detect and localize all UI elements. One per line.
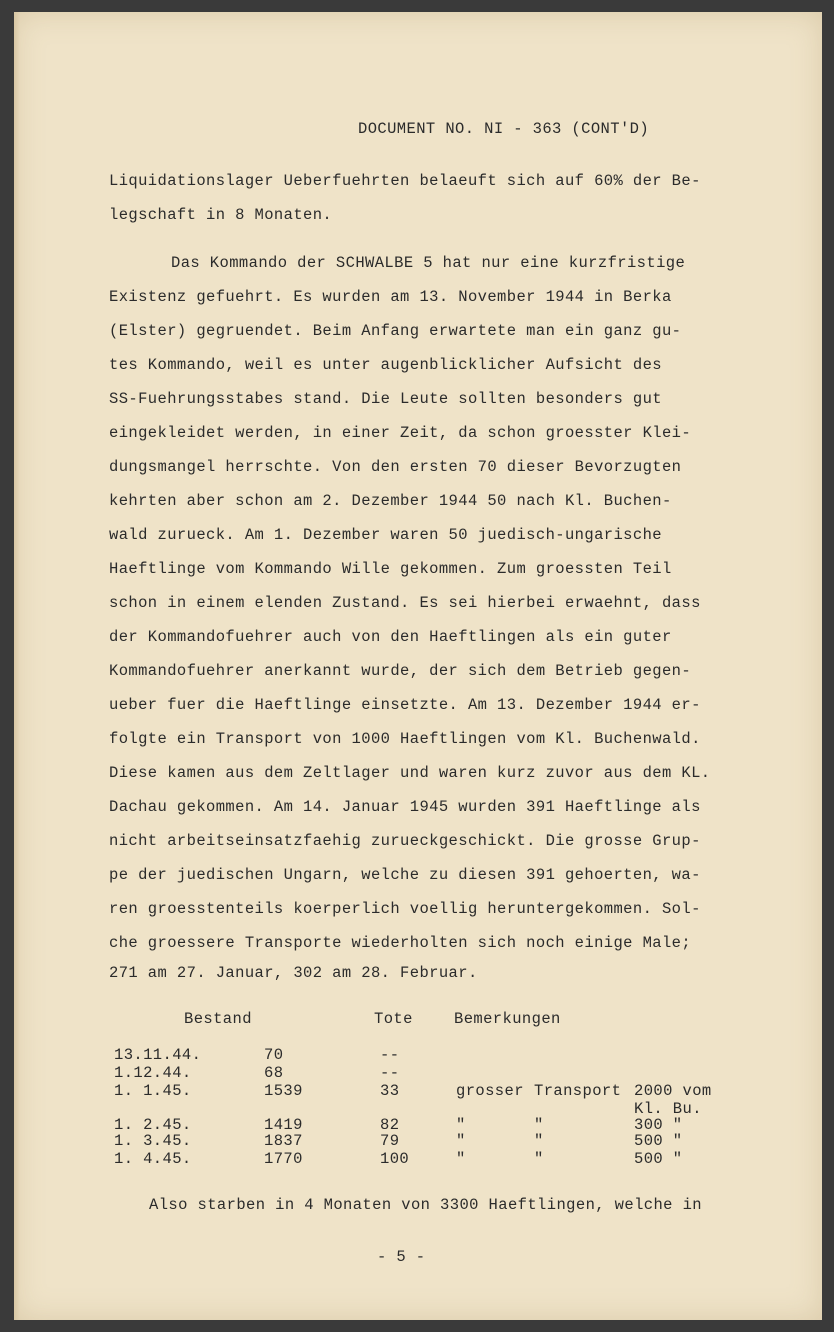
- table-cell-remark: ": [456, 1150, 466, 1168]
- table-cell-remark-2: ": [534, 1116, 544, 1134]
- table-cell-remark: ": [456, 1132, 466, 1150]
- body-line: kehrten aber schon am 2. Dezember 1944 50 nach Kl. Buchen-: [109, 492, 672, 510]
- body-line: ren groesstenteils koerperlich voellig heruntergekommen. Sol-: [109, 900, 701, 918]
- body-line: der Kommandofuehrer auch von den Haeftlingen als ein guter: [109, 628, 672, 646]
- table-cell-tote: --: [380, 1046, 400, 1064]
- table-cell-remark: grosser: [456, 1082, 524, 1100]
- table-header-bemerkungen: Bemerkungen: [454, 1010, 561, 1028]
- body-line: SS-Fuehrungsstabes stand. Die Leute sollten besonders gut: [109, 390, 662, 408]
- table-cell-date: 1.12.44.: [114, 1064, 192, 1082]
- body-line: nicht arbeitseinsatzfaehig zurueckgeschickt. Die grosse Grup-: [109, 832, 701, 850]
- body-line: Dachau gekommen. Am 14. Januar 1945 wurden 391 Haeftlinge als: [109, 798, 701, 816]
- document-header: DOCUMENT NO. NI - 363 (CONT'D): [358, 120, 650, 138]
- body-line: che groessere Transporte wiederholten sich noch einige Male;: [109, 934, 692, 952]
- body-line: dungsmangel herrschte. Von den ersten 70 dieser Bevorzugten: [109, 458, 682, 476]
- table-cell-tote: 79: [380, 1132, 400, 1150]
- body-line: Diese kamen aus dem Zeltlager und waren kurz zuvor aus dem KL.: [109, 764, 711, 782]
- table-header-bestand: Bestand: [184, 1010, 252, 1028]
- table-cell-tote: 33: [380, 1082, 400, 1100]
- body-line: tes Kommando, weil es unter augenblicklicher Aufsicht des: [109, 356, 662, 374]
- table-cell-date: 1. 2.45.: [114, 1116, 192, 1134]
- table-cell-bestand: 70: [264, 1046, 284, 1064]
- table-cell-remark-2: ": [534, 1132, 544, 1150]
- body-line: Liquidationslager Ueberfuehrten belaeuft sich auf 60% der Be-: [109, 172, 701, 190]
- table-cell-date: 1. 4.45.: [114, 1150, 192, 1168]
- table-cell-date: 1. 3.45.: [114, 1132, 192, 1150]
- table-cell-remark-3: 500 ": [634, 1132, 683, 1150]
- table-cell-tote: --: [380, 1064, 400, 1082]
- table-cell-tote: 82: [380, 1116, 400, 1134]
- table-cell-remark-3: 500 ": [634, 1150, 683, 1168]
- table-cell-remark-3: 300 ": [634, 1116, 683, 1134]
- body-line: 271 am 27. Januar, 302 am 28. Februar.: [109, 964, 478, 982]
- table-cell-remark-2: Transport: [534, 1082, 622, 1100]
- body-line: (Elster) gegruendet. Beim Anfang erwartete man ein ganz gu-: [109, 322, 682, 340]
- table-cell-date: 13.11.44.: [114, 1046, 202, 1064]
- body-line: Kommandofuehrer anerkannt wurde, der sich dem Betrieb gegen-: [109, 662, 692, 680]
- body-line: Haeftlinge vom Kommando Wille gekommen. Zum groessten Teil: [109, 560, 672, 578]
- table-cell-remark-2: ": [534, 1150, 544, 1168]
- table-cell-bestand: 1770: [264, 1150, 303, 1168]
- table-cell-bestand: 1837: [264, 1132, 303, 1150]
- body-line: legschaft in 8 Monaten.: [109, 206, 333, 224]
- table-cell-tote: 100: [380, 1150, 410, 1168]
- table-cell-remark: ": [456, 1116, 466, 1134]
- table-cell-bestand: 68: [264, 1064, 284, 1082]
- body-line: schon in einem elenden Zustand. Es sei hierbei erwaehnt, dass: [109, 594, 701, 612]
- table-cell-bestand: 1539: [264, 1082, 303, 1100]
- body-line: folgte ein Transport von 1000 Haeftlingen vom Kl. Buchenwald.: [109, 730, 701, 748]
- body-line: wald zurueck. Am 1. Dezember waren 50 juedisch-ungarische: [109, 526, 662, 544]
- body-line: ueber fuer die Haeftlinge einsetzte. Am 13. Dezember 1944 er-: [109, 696, 701, 714]
- table-cell-date: 1. 1.45.: [114, 1082, 192, 1100]
- body-line: pe der juedischen Ungarn, welche zu diesen 391 gehoerten, wa-: [109, 866, 701, 884]
- body-line: Existenz gefuehrt. Es wurden am 13. November 1944 in Berka: [109, 288, 672, 306]
- body-line: eingekleidet werden, in einer Zeit, da schon groesster Klei-: [109, 424, 692, 442]
- table-cell-remark-3: Kl. Bu.: [634, 1100, 702, 1118]
- table-cell-remark-3: 2000 vom: [634, 1082, 712, 1100]
- footer-line: Also starben in 4 Monaten von 3300 Haeftlingen, welche in: [149, 1196, 702, 1214]
- table-header-tote: Tote: [374, 1010, 413, 1028]
- table-cell-bestand: 1419: [264, 1116, 303, 1134]
- body-line: Das Kommando der SCHWALBE 5 hat nur eine kurzfristige: [171, 254, 686, 272]
- page-number: - 5 -: [377, 1248, 426, 1266]
